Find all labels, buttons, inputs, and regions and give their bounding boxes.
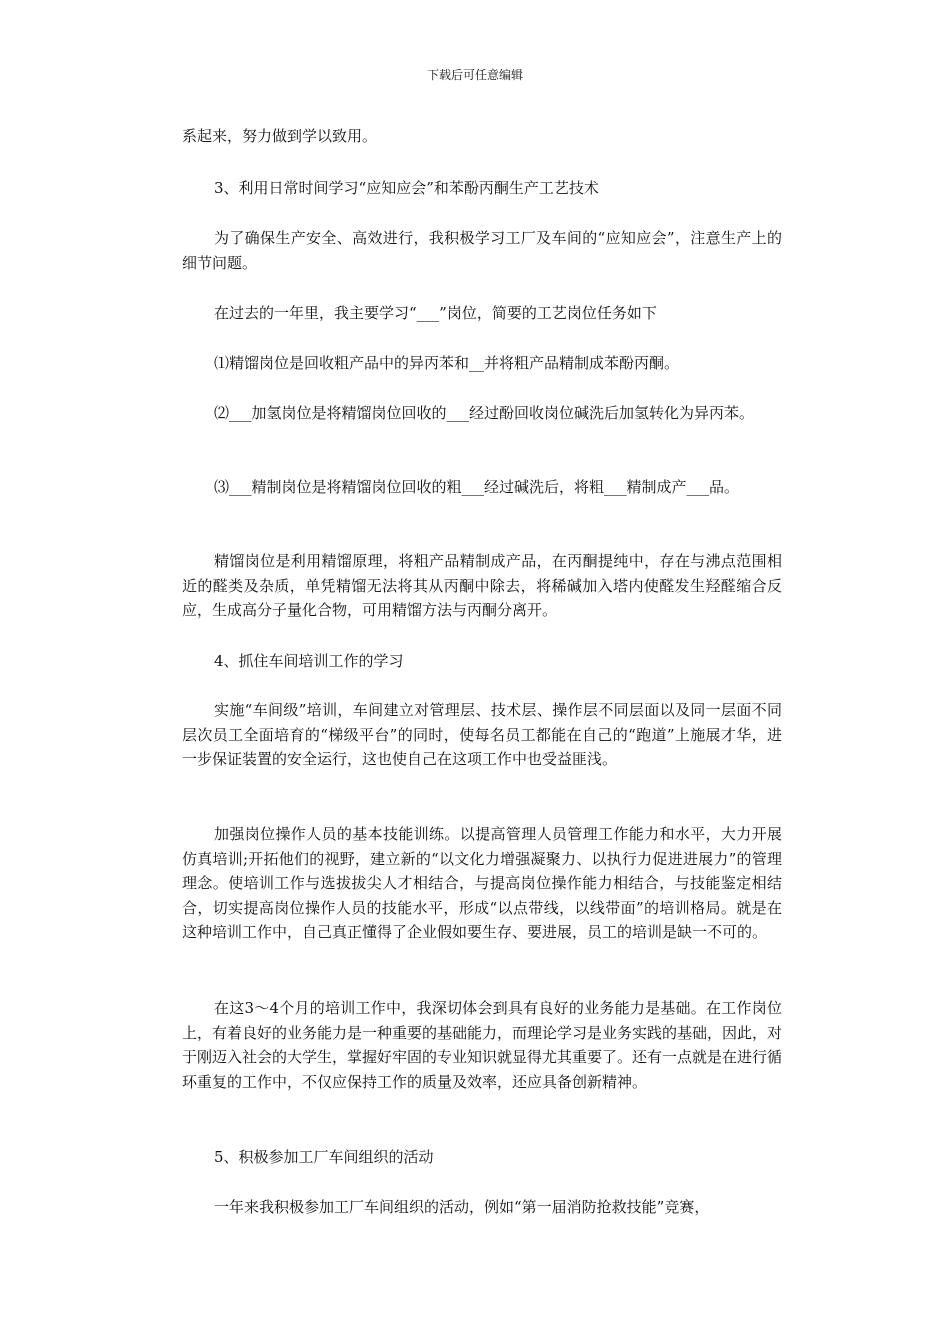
paragraph: 精馏岗位是利用精馏原理，将粗产品精制成产品，在丙酮提纯中，存在与沸点范围相近的醛类及杂质，单凭精馏无法将其从丙酮中除去，将稀碱加入塔内使醛发生羟醛缩合反应，生成高分子量化合物，可用精馏方法与丙酮分离开。 [182, 552, 782, 619]
paragraph-continuation: 系起来，努力做到学以致用。 [182, 127, 378, 145]
list-item: ⑶___精制岗位是将精馏岗位回收的粗___经过碱洗后，将粗___精制成产___品。 [214, 478, 740, 496]
paragraph: 一年来我积极参加工厂车间组织的活动，例如“第一届消防抢救技能”竞赛， [214, 1198, 710, 1216]
section-heading-5: 5、积极参加工厂车间组织的活动 [214, 1148, 434, 1166]
list-item: ⑴精馏岗位是回收粗产品中的异丙苯和__并将粗产品精制成苯酚丙酮。 [214, 354, 680, 372]
page-header: 下载后可任意编辑 [426, 68, 523, 82]
section-heading-4: 4、抓住车间培训工作的学习 [214, 652, 404, 670]
list-item: ⑵___加氢岗位是将精馏岗位回收的___经过酚回收岗位碱洗后加氢转化为异丙苯。 [214, 404, 755, 422]
paragraph: 在过去的一年里，我主要学习“___”岗位，简要的工艺岗位任务如下 [214, 304, 657, 322]
paragraph: 在这3～4个月的培训工作中，我深切体会到具有良好的业务能力是基础。在工作岗位上，有着良好的业务能力是一种重要的基础能力，而理论学习是业务实践的基础，因此，对于刚迈入社会的大学生，掌握好牢固的专业知识就显得尤其重要了。还有一点就是在进行循环重复的工作中，不仅应保持工作的质量及效率，还应具备创新精神。 [182, 999, 783, 1091]
paragraph: 加强岗位操作人员的基本技能训练。以提高管理人员管理工作能力和水平，大力开展仿真培训;开拓他们的视野，建立新的“以文化力增强凝聚力、以执行力促进进展力”的管理理念。使培训工作与选拔拔尖人才相结合，与提高岗位操作能力相结合，与技能鉴定相结合，切实提高岗位操作人员的技能水平，形成“以点带线，以线带面”的培训格局。就是在这种培训工作中，自己真正懂得了企业假如要生存、要进展，员工的培训是缺一不可的。 [182, 825, 782, 941]
paragraph: 为了确保生产安全、高效进行，我积极学习工厂及车间的“应知应会”，注意生产上的细节问题。 [182, 229, 782, 272]
section-heading-3: 3、利用日常时间学习“应知应会”和苯酚丙酮生产工艺技术 [214, 179, 599, 197]
paragraph: 实施“车间级”培训，车间建立对管理层、技术层、操作层不同层面以及同一层面不同层次员工全面培育的“梯级平台”的同时，使每名员工都能在自己的“跑道”上施展才华，进一步保证装置的安全运行，这也使自己在这项工作中也受益匪浅。 [182, 701, 782, 768]
